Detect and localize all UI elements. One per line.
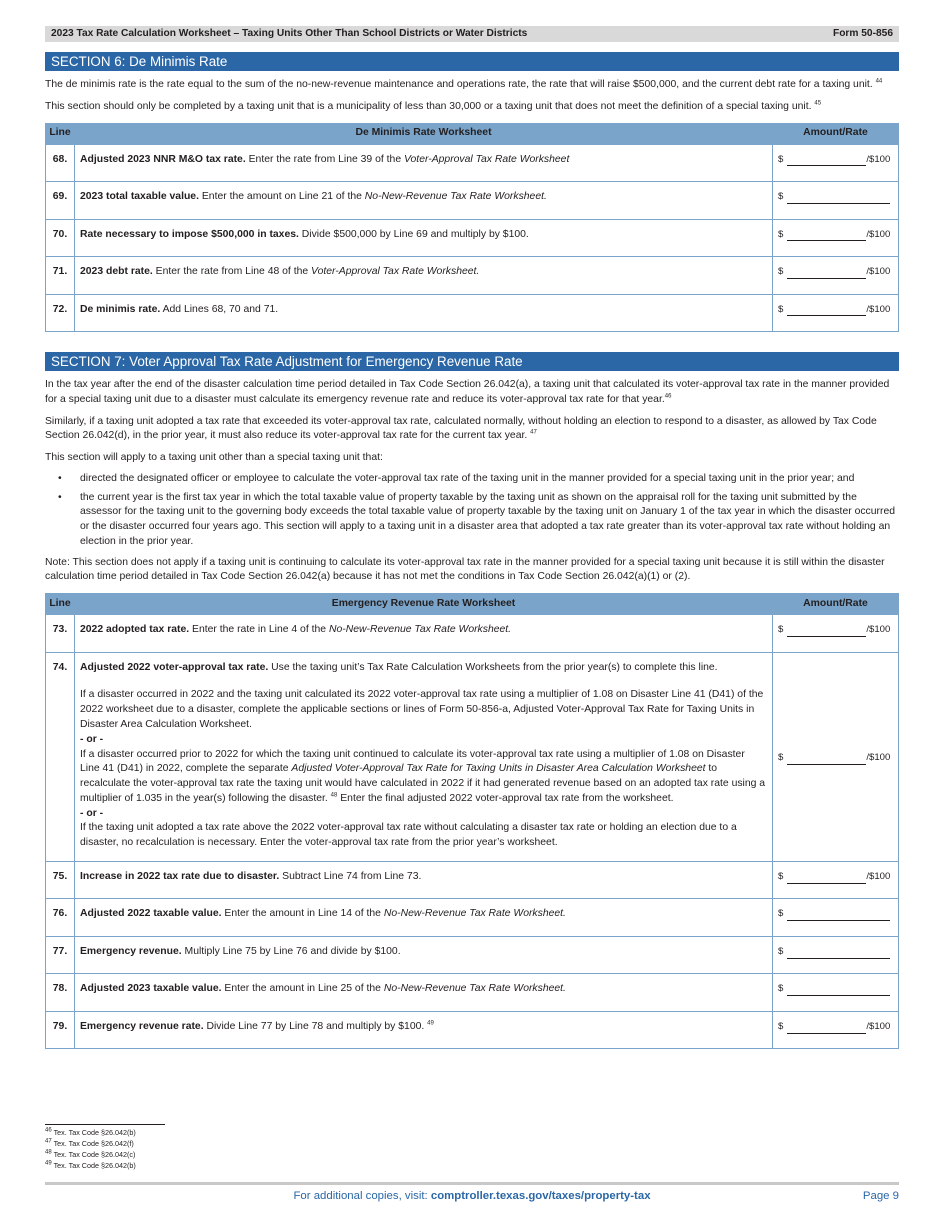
amount-input-line[interactable] xyxy=(787,156,866,166)
comptroller-link[interactable]: comptroller.texas.gov/taxes/property-tax xyxy=(430,1190,651,1202)
line-number: 72. xyxy=(46,294,75,332)
amount-cell xyxy=(773,974,899,1012)
line-description: Increase in 2022 tax rate due to disaster. Subtract Line 74 from Line 73. xyxy=(75,861,773,899)
amount-input-line[interactable] xyxy=(787,627,866,637)
amount-cell xyxy=(773,936,899,974)
section-6-scope: This section should only be completed by a taxing unit that is a municipality of less than 30,000 or a taxing unit that does not meet the definition of a special taxing unit. $^{45}$ xyxy=(45,100,822,112)
amount-cell xyxy=(773,144,899,182)
amount-entry[interactable] xyxy=(778,153,893,167)
line-description: 2023 total taxable value. Enter the amount on Line 21 of the No-New-Revenue Tax Rate Worksheet. xyxy=(75,182,773,220)
amount-entry[interactable] xyxy=(778,303,893,317)
amount-entry[interactable] xyxy=(778,751,893,765)
dollar-sign: $ xyxy=(778,624,784,636)
amount-entry[interactable] xyxy=(778,265,893,279)
amount-column-header: Amount/Rate xyxy=(773,594,899,615)
rate-unit: /$100 xyxy=(866,153,891,165)
amount-entry[interactable] xyxy=(778,870,893,884)
emergency-revenue-worksheet-table xyxy=(45,593,899,1049)
table-header-row xyxy=(46,594,899,615)
amount-entry[interactable] xyxy=(778,907,893,921)
amount-cell xyxy=(773,615,899,653)
section-7-similarly: Similarly, if a taxing unit adopted a tax rate that exceeded its voter-approval tax rate, calculated normally, without holding an election to respond to a disaster, as allowed by Tax Code Section 26.042(d), in the prior year, it must also reduce its voter-approval tax rate for the current tax year. $^{47}$ xyxy=(45,415,877,442)
amount-entry[interactable] xyxy=(778,945,893,959)
amount-entry[interactable] xyxy=(778,228,893,242)
amount-input-line[interactable] xyxy=(787,231,866,241)
de-minimis-rows xyxy=(46,144,899,332)
footnote-text: Tex. Tax Code §26.042(f) xyxy=(53,1139,134,1149)
amount-input-line[interactable] xyxy=(787,1024,866,1034)
amount-entry[interactable] xyxy=(778,190,893,204)
applicability-list xyxy=(45,472,899,550)
table-row xyxy=(46,219,899,257)
worksheet-title-header: Emergency Revenue Rate Worksheet xyxy=(75,594,773,615)
line-description: 2022 adopted tax rate. Enter the rate in Line 4 of the No-New-Revenue Tax Rate Worksheet. xyxy=(75,615,773,653)
section-6-heading: SECTION 6: De Minimis Rate xyxy=(45,52,899,71)
amount-cell xyxy=(773,861,899,899)
page-number: Page 9 xyxy=(862,1190,899,1202)
amount-cell xyxy=(773,182,899,220)
amount-entry[interactable] xyxy=(778,623,893,637)
footnote-ref: 46 xyxy=(664,393,672,400)
footnote-ref: 44 xyxy=(875,78,883,85)
table-row xyxy=(46,861,899,899)
dollar-sign: $ xyxy=(778,945,784,957)
line-number: 70. xyxy=(46,219,75,257)
footnote-ref: 45 xyxy=(814,100,822,107)
section-7-note: Note: This section does not apply if a taxing unit is continuing to calculate its voter-approval tax rate in the manner provided for a special taxing unit because it is still within the disaster calculation time period detailed in Tax Code Section 26.042(a) because it has not met the conditions in Tax Code Section 26.042(a)(1) or (2). xyxy=(45,556,885,583)
table-header-row xyxy=(46,123,899,144)
line-description: Adjusted 2023 NNR M&O tax rate. Enter the rate from Line 39 of the Voter-Approval Tax Rate Worksheet xyxy=(75,144,773,182)
de-minimis-worksheet-table xyxy=(45,123,899,333)
dollar-sign: $ xyxy=(778,908,784,920)
rate-unit: /$100 xyxy=(866,752,891,763)
amount-input-line[interactable] xyxy=(787,755,866,765)
line-description: Adjusted 2023 taxable value. Enter the amount in Line 25 of the No-New-Revenue Tax Rate Worksheet. xyxy=(75,974,773,1012)
emergency-revenue-rows xyxy=(46,861,899,1049)
footnote xyxy=(45,1138,165,1149)
table-row xyxy=(46,182,899,220)
rate-unit: /$100 xyxy=(866,266,891,278)
amount-cell xyxy=(773,899,899,937)
line-number: 78. xyxy=(46,974,75,1012)
amount-input-line[interactable] xyxy=(787,306,866,316)
rate-unit: /$100 xyxy=(866,624,891,636)
dollar-sign: $ xyxy=(778,228,784,240)
table-row xyxy=(46,652,899,861)
footnote-number: 49 xyxy=(45,1161,52,1168)
rate-unit: /$100 xyxy=(866,228,891,240)
table-row xyxy=(46,257,899,295)
line-column-header: Line xyxy=(46,123,75,144)
line-number: 77. xyxy=(46,936,75,974)
footnote-number: 48 xyxy=(45,1149,52,1156)
footnotes xyxy=(45,1124,165,1172)
line-column-header: Line xyxy=(46,594,75,615)
line-description: 2023 debt rate. Enter the rate from Line 48 of the Voter-Approval Tax Rate Worksheet. xyxy=(75,257,773,295)
line-description: Adjusted 2022 voter-approval tax rate. Use the taxing unit’s Tax Rate Calculation Worksheets from the prior year(s) to complete this line. If a disaster occurred in 2022 and the taxing unit calculated its 2022 voter-approval tax rate using a multiplier of 1.08 on Disaster Line 41 (D41) of the 2022 worksheet due to a disaster, complete the applicable sections or lines of Form 50-856-a, Adjusted Voter-Approval Tax Rate for Taxing Units in Disaster Area Calculation Worksheet. - or - If a disaster occurred prior to 2022 for which the taxing unit continued to calculate its voter-approval tax rate using a multiplier of 1.08 on Disaster Line 41 (D41) in 2022, complete the separate Adjusted Voter-Approval Tax Rate for Taxing Units in Disaster Area Calculation Worksheet to recalculate the voter-approval tax rate the taxing unit would have calculated in 2022 if it had generated revenue based on an adopted tax rate using a multiplier of 1.035 in the year(s) following the disaster. $^{48}$ Enter the final adjusted 2022 voter-approval tax rate from the worksheet. - or - If the taxing unit adopted a tax rate above the 2022 voter-approval tax rate without calculating a disaster tax rate or holding an election due to a disaster, no recalculation is necessary. Enter the voter-approval tax rate from the prior year’s worksheet. xyxy=(75,652,773,861)
footnote xyxy=(45,1160,165,1171)
line-description: Adjusted 2022 taxable value. Enter the amount in Line 14 of the No-New-Revenue Tax Rate Worksheet. xyxy=(75,899,773,937)
line-number: 68. xyxy=(46,144,75,182)
amount-input-line[interactable] xyxy=(787,911,890,921)
dollar-sign: $ xyxy=(778,191,784,203)
or-separator: - or - xyxy=(80,733,104,745)
line-description: Emergency revenue rate. Divide Line 77 by Line 78 and multiply by $100. $^{49}$ xyxy=(75,1011,773,1049)
dollar-sign: $ xyxy=(778,983,784,995)
form-number: Form 50-856 xyxy=(832,27,893,39)
amount-cell xyxy=(773,294,899,332)
dollar-sign: $ xyxy=(778,303,784,315)
line-description: De minimis rate. Add Lines 68, 70 and 71. xyxy=(75,294,773,332)
dollar-sign: $ xyxy=(778,1020,784,1032)
footnote-ref: 49 xyxy=(427,1020,434,1027)
line-number: 79. xyxy=(46,1011,75,1049)
footer-rule xyxy=(45,1182,899,1185)
rate-unit: /$100 xyxy=(866,303,891,315)
line-description: Emergency revenue. Multiply Line 75 by Line 76 and divide by $100. xyxy=(75,936,773,974)
amount-input-line[interactable] xyxy=(787,986,890,996)
section-7-heading: SECTION 7: Voter Approval Tax Rate Adjustment for Emergency Revenue Rate xyxy=(45,352,899,371)
or-separator: - or - xyxy=(80,807,104,819)
form-header-bar xyxy=(45,26,899,42)
dollar-sign: $ xyxy=(778,752,784,763)
line-number: 71. xyxy=(46,257,75,295)
dollar-sign: $ xyxy=(778,266,784,278)
amount-input-line[interactable] xyxy=(787,949,890,959)
footnote-number: 46 xyxy=(45,1127,52,1134)
footnote-text: Tex. Tax Code §26.042(c) xyxy=(53,1150,136,1160)
amount-column-header: Amount/Rate xyxy=(773,123,899,144)
line-number: 69. xyxy=(46,182,75,220)
list-item: • the current year is the first tax year in which the total taxable value of property taxable by the taxing unit as shown on the appraisal roll for the taxing unit submitted by the assessor for the taxing unit to the governing body exceeds the total taxable value of property taxable by the taxing unit on January 1 of the tax year in which the disaster occurred or the disaster occurred four years ago. This section will apply to a taxing unit in a disaster area that adopted a tax rate greater than its voter-approval tax rate without holding an election in the prior year. xyxy=(45,491,899,550)
amount-input-line[interactable] xyxy=(787,874,866,884)
list-item: • directed the designated officer or employee to calculate the voter-approval tax rate of the taxing unit in the manner provided for a special taxing unit in the prior year; and xyxy=(45,472,899,487)
amount-cell xyxy=(773,219,899,257)
section-6-intro: The de minimis rate is the rate equal to the sum of the no-new-revenue maintenance and operations rate, the rate that will raise $500,000, and the current debt rate for a taxing unit. $^{44}$ xyxy=(45,78,883,90)
amount-entry[interactable] xyxy=(778,1020,893,1034)
line-number: 75. xyxy=(46,861,75,899)
line-description: Rate necessary to impose $500,000 in taxes. Divide $500,000 by Line 69 and multiply by $100. xyxy=(75,219,773,257)
amount-cell xyxy=(773,1011,899,1049)
form-page xyxy=(45,26,899,1049)
amount-input-line[interactable] xyxy=(787,269,866,279)
dollar-sign: $ xyxy=(778,153,784,165)
table-row xyxy=(46,936,899,974)
footnote xyxy=(45,1149,165,1160)
table-row xyxy=(46,899,899,937)
rate-unit: /$100 xyxy=(866,870,891,882)
amount-cell xyxy=(773,257,899,295)
dollar-sign: $ xyxy=(778,870,784,882)
line-number: 73. xyxy=(46,615,75,653)
footnote xyxy=(45,1127,165,1138)
rate-unit: /$100 xyxy=(866,1020,891,1032)
worksheet-title-header: De Minimis Rate Worksheet xyxy=(75,123,773,144)
footnote-rule xyxy=(45,1124,165,1125)
table-row xyxy=(46,144,899,182)
amount-input-line[interactable] xyxy=(787,194,890,204)
table-row xyxy=(46,294,899,332)
amount-cell xyxy=(773,652,899,861)
table-row xyxy=(46,615,899,653)
footnote-text: Tex. Tax Code §26.042(b) xyxy=(53,1128,136,1137)
footer-prefix: For additional copies, visit: xyxy=(293,1190,431,1202)
footnote-number: 47 xyxy=(45,1138,52,1145)
table-row xyxy=(46,974,899,1012)
amount-entry[interactable] xyxy=(778,982,893,996)
worksheet-title: 2023 Tax Rate Calculation Worksheet – Taxing Units Other Than School Districts or Water Districts xyxy=(51,27,528,39)
line-number: 74. xyxy=(46,652,75,861)
footnote-ref: 47 xyxy=(530,429,537,436)
section-7-applies: This section will apply to a taxing unit other than a special taxing unit that: xyxy=(45,452,383,464)
footnote-ref: 48 xyxy=(330,792,338,799)
section-7-intro: In the tax year after the end of the disaster calculation time period detailed in Tax Code Section 26.042(a), a taxing unit that calculated its voter-approval tax rate in the manner provided for a special taxing unit due to a disaster must calculate its emergency revenue rate and reduce its voter-approval tax rate for that year.$^{46}$ xyxy=(45,379,890,405)
footnote-text: Tex. Tax Code §26.042(b) xyxy=(53,1161,136,1171)
line-number: 76. xyxy=(46,899,75,937)
table-row xyxy=(46,1011,899,1049)
